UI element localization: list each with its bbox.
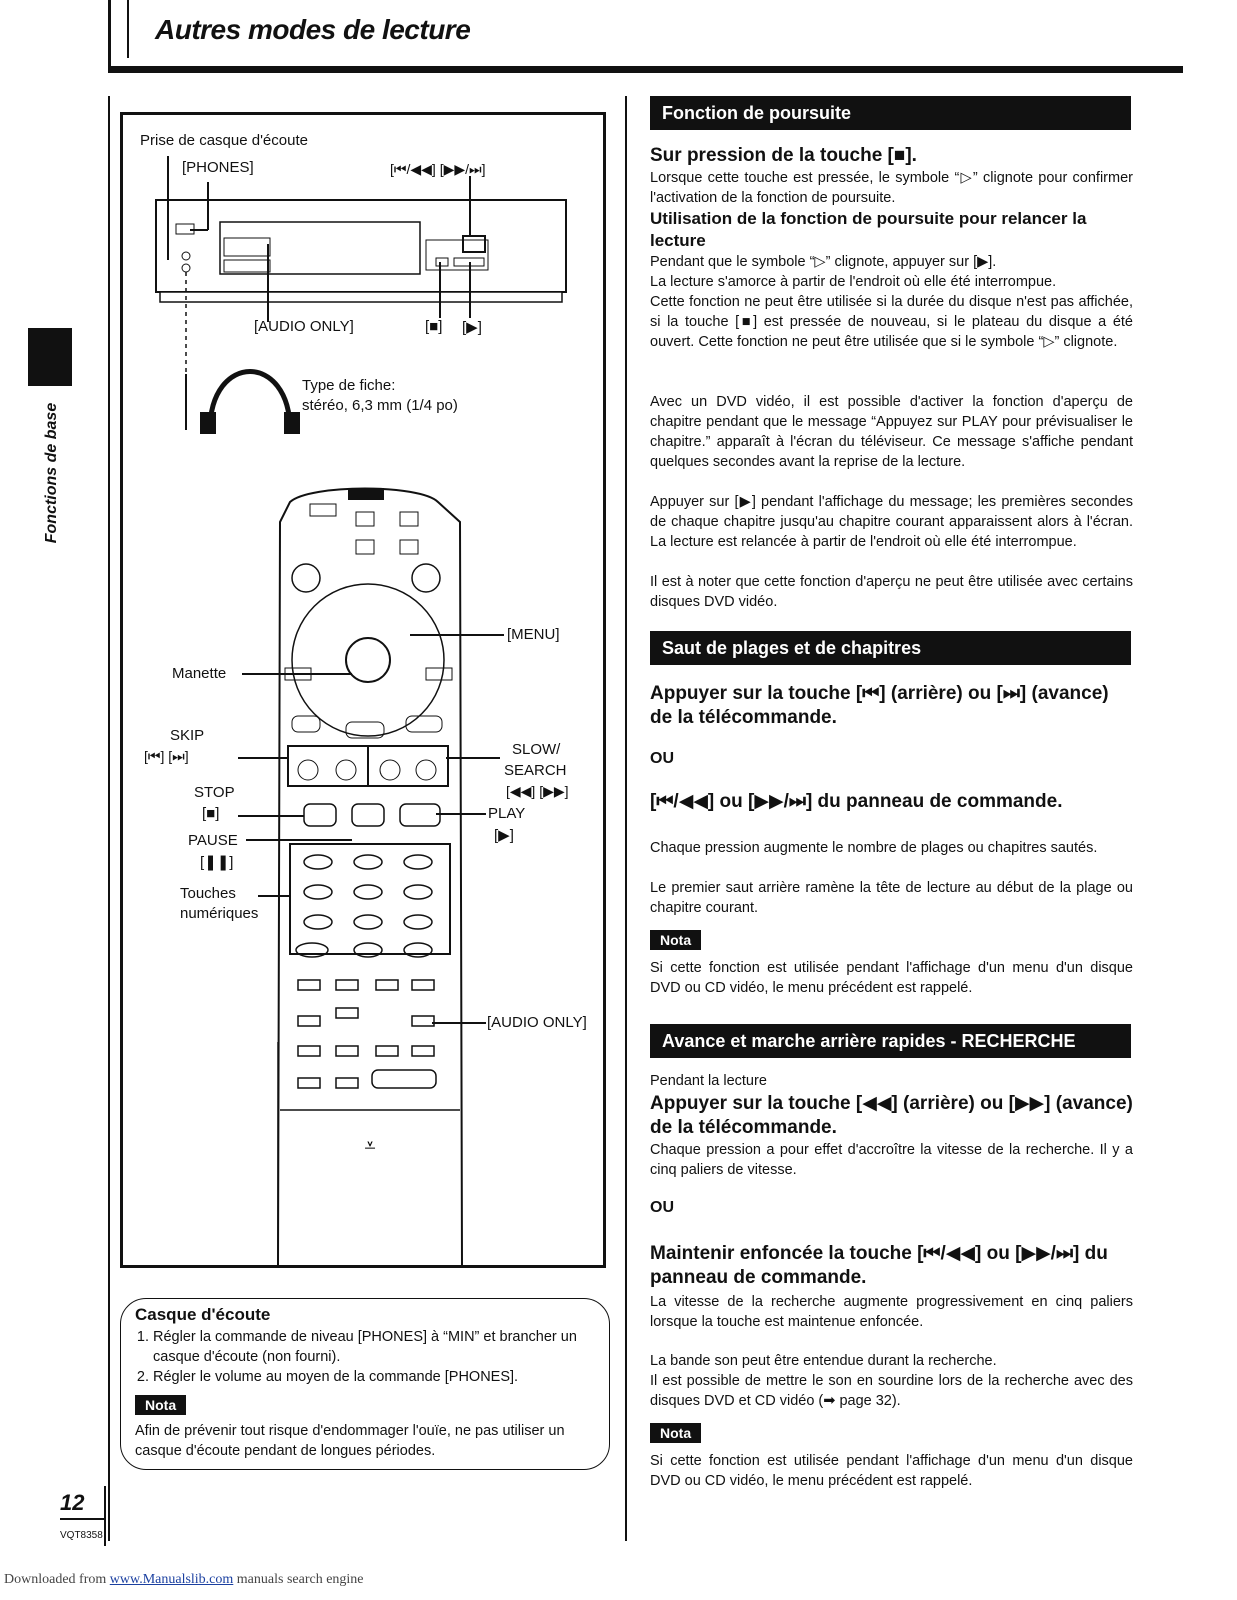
download-suffix: manuals search engine [233, 1572, 364, 1587]
search-text: Chaque pression a pour effet d'accroître la vitesse de la recherche. Il y a cinq paliers de vitesse. [650, 1142, 1133, 1178]
section-tab-marker [28, 328, 72, 386]
nota-badge: Nota [650, 1423, 701, 1443]
nota-badge: Nota [650, 930, 701, 950]
skip-heading: Appuyer sur la touche [⏮] (arrière) ou [⏭] (avance) de la télécommande. [650, 683, 1109, 728]
headphones-icon [186, 372, 300, 435]
header-rule-vertical [108, 0, 111, 72]
menu-label: [MENU] [507, 626, 560, 643]
manette-label: Manette [172, 665, 227, 682]
play-button-label: [▶] [462, 319, 482, 336]
plug-type-detail: stéréo, 6,3 mm (1/4 po) [302, 397, 458, 414]
pause-label: PAUSE [188, 832, 238, 849]
or-label: OU [650, 750, 674, 767]
resume-text: La lecture s'amorce à partir de l'endroit où elle été interrompue. [650, 274, 1057, 290]
numeric-keys-label: Touches [180, 885, 236, 902]
section-bar-resume: Fonction de poursuite [650, 96, 1131, 130]
resume-subheading: Utilisation de la fonction de poursuite pour relancer la lecture [650, 209, 1087, 250]
header-rule [108, 66, 1183, 73]
section-tab-label: Fonctions de base [43, 402, 60, 544]
preview-text: Avec un DVD vidéo, il est possible d'activer la fonction d'aperçu de chapitre pendant que le message “Appuyez sur PLAY pour prévisualiser le chapitre.” apparaît à l'écran du téléviseur. Ce message s'affiche pendant quelques secondes avant la reprise de la lecture. [650, 394, 1133, 470]
slow-keys-label: [◀◀] [▶▶] [506, 783, 569, 799]
or-label: OU [650, 1199, 674, 1216]
skip-label: SKIP [170, 727, 205, 744]
page-title: Autres modes de lecture [155, 14, 471, 45]
stop-key-label: [■] [202, 805, 220, 822]
audio-only-label: [AUDIO ONLY] [254, 318, 354, 335]
nota-badge: Nota [135, 1395, 186, 1415]
manualslib-link[interactable]: www.Manualslib.com [109, 1572, 234, 1587]
resume-text: Lorsque cette touche est pressée, le symbole “▷” clignote pour confirmer l'activation de la fonction de poursuite. [650, 170, 1133, 206]
skip-text: Chaque pression augmente le nombre de plages ou chapitres sautés. [650, 840, 1098, 856]
search-text: La vitesse de la recherche augmente progressivement en cinq paliers lorsque la touche est maintenue enfoncée. [650, 1294, 1133, 1330]
svg-text:⩡: ⩡ [364, 1135, 376, 1157]
preview-note: Il est à noter que cette fonction d'aperçu ne peut être utilisée avec certains disques DVD vidéo. [650, 574, 1133, 610]
skip-keys-label: [⏮] [⏭] [144, 748, 189, 764]
stop-label: STOP [194, 784, 235, 801]
slow-label: SLOW/ [512, 741, 561, 758]
header-rule-vertical-inner [127, 0, 129, 58]
play-label: PLAY [488, 805, 526, 822]
section-tab [20, 395, 80, 555]
section-bar-skip: Saut de plages et de chapitres [650, 631, 1131, 665]
player-remote-illustration [120, 112, 606, 1268]
headphones-note-box [120, 1298, 610, 1470]
page-number: 12 [60, 1490, 85, 1515]
search-heading: Appuyer sur la touche [◀◀] (arrière) ou [▶▶] (avance) de la télécommande. [650, 1093, 1133, 1138]
audio-only-remote-label: [AUDIO ONLY] [487, 1014, 587, 1031]
headphones-step: 2. Régler le volume au moyen de la commande [PHONES]. [153, 1367, 595, 1387]
headphones-step: 1. Régler la commande de niveau [PHONES] à “MIN” et brancher un casque d'écoute (non fourni). [153, 1327, 595, 1367]
search-label: SEARCH [504, 762, 567, 779]
skip-nota-text: Si cette fonction est utilisée pendant l'affichage d'un menu d'un disque DVD ou CD vidéo, le menu précédent est rappelé. [650, 960, 1133, 996]
preview-text: Appuyer sur [▶] pendant l'affichage du message; les premières secondes de chaque chapitre jusqu'au chapitre courant apparaissent alors à l'écran. La lecture est relancée à partir de l'endroit où elle été interrompue. [650, 494, 1133, 550]
play-key-label: [▶] [494, 827, 514, 844]
search-text: La bande son peut être entendue durant la recherche. [650, 1353, 997, 1369]
phones-jack-label: Prise de casque d'écoute [140, 132, 308, 149]
resume-text: Cette fonction ne peut être utilisée si la durée du disque n'est pas affichée, si la touche [■] est pressée de nouveau, si le plateau du disque a été ouvert. Cette fonction ne peut être utilisée que si le symbole “▷” clignote. [650, 294, 1133, 350]
page-number-rule [60, 1518, 105, 1520]
search-panel-heading: Maintenir enfoncée la touche [⏮/◀◀] ou [▶▶/⏭] du panneau de commande. [650, 1243, 1108, 1288]
numeric-keys-label-2: numériques [180, 905, 259, 922]
remote-control-icon [278, 488, 462, 1266]
headphones-steps [135, 1327, 595, 1387]
headphones-warning: Afin de prévenir tout risque d'endommager l'ouïe, ne pas utiliser un casque d'écoute pendant de longues périodes. [135, 1423, 565, 1459]
search-text: Il est possible de mettre le son en sourdine lors de la recherche avec des disques DVD et CD vidéo (➡ page 32). [650, 1373, 1133, 1409]
skip-search-panel-label: [⏮/◀◀] [▶▶/⏭] [390, 161, 486, 177]
headphones-note-title: Casque d'écoute [135, 1305, 271, 1324]
stop-button-label: [■] [425, 318, 443, 335]
section-bar-search: Avance et marche arrière rapides - RECHERCHE [650, 1024, 1131, 1058]
page-number-divider [104, 1486, 106, 1546]
search-nota-text: Si cette fonction est utilisée pendant l'affichage d'un menu d'un disque DVD ou CD vidéo, le menu précédent est rappelé. [650, 1453, 1133, 1489]
resume-step: Pendant que le symbole “▷” clignote, appuyer sur [▶]. [650, 254, 997, 270]
document-code: VQT8358 [60, 1530, 103, 1541]
dvd-player-icon [156, 156, 566, 374]
skip-text: Le premier saut arrière ramène la tête de lecture au début de la plage ou chapitre courant. [650, 880, 1133, 916]
resume-heading: Sur pression de la touche [■]. [650, 145, 917, 166]
phones-label: [PHONES] [182, 159, 254, 176]
download-footer [4, 1572, 364, 1588]
download-prefix: Downloaded from [4, 1572, 110, 1587]
pause-key-label: [❚❚] [200, 854, 234, 871]
search-pre: Pendant la lecture [650, 1073, 767, 1089]
plug-type-label: Type de fiche: [302, 377, 396, 394]
skip-panel-heading: [⏮/◀◀] ou [▶▶/⏭] du panneau de commande. [650, 791, 1063, 812]
